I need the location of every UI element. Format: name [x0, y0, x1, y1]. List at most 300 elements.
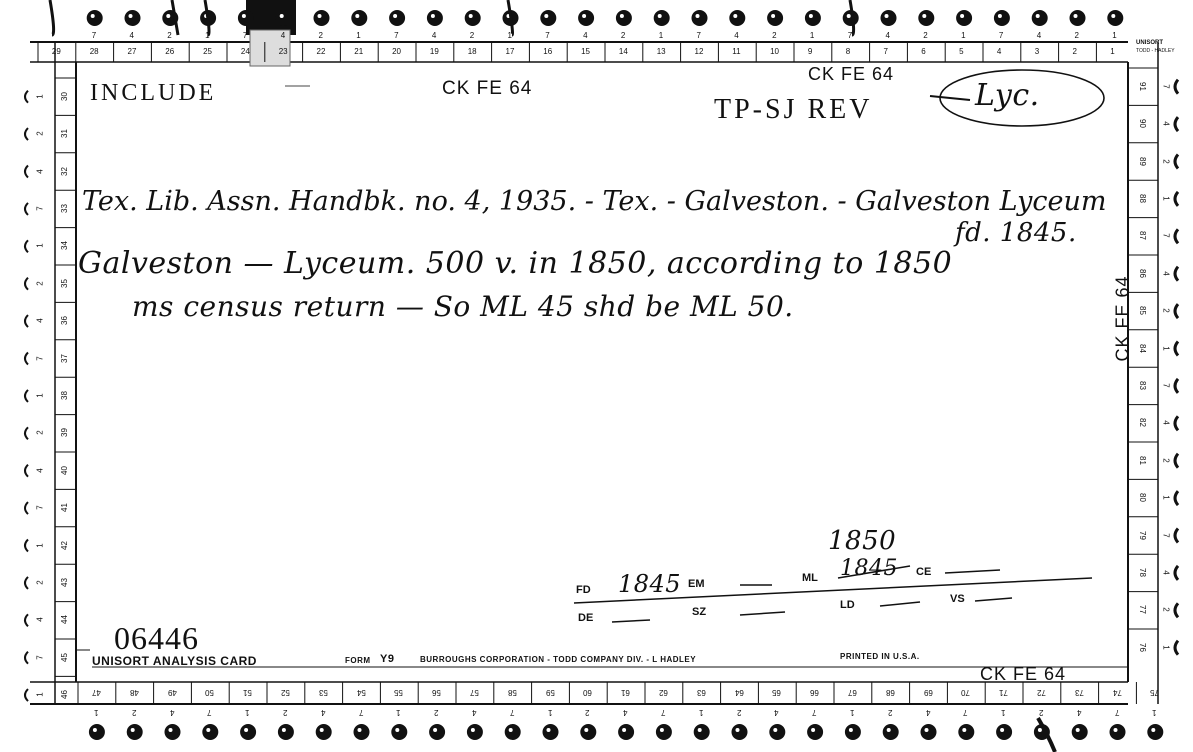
- right-row-number: 89: [1137, 156, 1147, 166]
- right-row-number: 84: [1137, 343, 1147, 353]
- top-column-number: 23: [278, 47, 288, 56]
- top-punch-hole-glint: [809, 14, 813, 18]
- top-punch-hole-glint: [166, 14, 170, 18]
- left-punch-edge: [25, 91, 28, 103]
- bottom-column-number: 52: [280, 688, 290, 697]
- bottom-punch-hole: [316, 724, 332, 740]
- bottom-code-digit: 4: [774, 708, 779, 717]
- bottom-punch-hole: [1034, 724, 1050, 740]
- top-column-number: 8: [845, 47, 851, 56]
- bottom-column-number: 59: [545, 688, 555, 697]
- bottom-punch-hole: [580, 724, 596, 740]
- bottom-punch-hole-glint: [320, 728, 324, 732]
- top-punch-hole: [805, 10, 821, 26]
- right-punch-edge: [1175, 603, 1178, 617]
- top-column-number: 15: [581, 47, 590, 56]
- bottom-column-number: 62: [658, 688, 668, 697]
- top-column-number: 12: [694, 47, 704, 56]
- bottom-punch-hole-glint: [1038, 728, 1042, 732]
- bottom-code-digit: 4: [471, 708, 477, 717]
- ld-blank: [880, 602, 920, 606]
- left-punch-edge: [25, 577, 28, 589]
- bottom-code-digit: 4: [320, 708, 326, 717]
- fd-label: FD: [576, 584, 591, 596]
- top-code-digit: 4: [885, 31, 890, 40]
- top-code-digit: 2: [318, 31, 323, 40]
- right-row-number: 81: [1137, 455, 1147, 465]
- right-code-digit: 1: [1161, 345, 1171, 351]
- bottom-code-digit: 1: [396, 708, 401, 717]
- ce-label: CE: [916, 566, 932, 578]
- top-code-digit: 1: [1112, 31, 1117, 40]
- top-punch-hole: [956, 10, 972, 26]
- right-punch-edge: [1175, 267, 1178, 281]
- bottom-punch-hole: [240, 724, 256, 740]
- top-column-number: 19: [429, 47, 439, 56]
- right-punch-edge: [1175, 491, 1178, 505]
- top-column-number: 4: [996, 47, 1002, 56]
- right-row-number: 90: [1137, 119, 1147, 129]
- bottom-column-number: 48: [129, 688, 139, 697]
- right-code-digit: 4: [1161, 570, 1171, 575]
- bottom-punch-hole-glint: [1000, 728, 1004, 732]
- right-row-number: 79: [1137, 530, 1147, 540]
- top-punch-hole-glint: [393, 14, 397, 18]
- bottom-column-number: 74: [1112, 688, 1122, 697]
- strike-through: [930, 96, 970, 100]
- bottom-code-digit: 2: [282, 708, 288, 717]
- left-code-digit: 7: [35, 206, 45, 211]
- bottom-column-number: 57: [469, 688, 479, 697]
- top-column-number: 11: [732, 47, 741, 56]
- bottom-code-digit: 1: [1152, 708, 1157, 717]
- left-punch-edge: [25, 540, 28, 552]
- bottom-punch-hole-glint: [169, 728, 173, 732]
- bottom-code-digit: 7: [963, 708, 968, 717]
- bottom-punch-hole-glint: [244, 728, 248, 732]
- bottom-code-digit: 7: [812, 708, 817, 717]
- bottom-punch-hole: [543, 724, 559, 740]
- bottom-punch-hole: [391, 724, 407, 740]
- card-number: 06446: [114, 620, 199, 656]
- left-code-digit: 7: [35, 355, 45, 361]
- top-punch-hole-glint: [998, 14, 1002, 18]
- right-row-number: 85: [1137, 306, 1147, 316]
- left-code-digit: 2: [35, 280, 45, 286]
- top-punch-hole-glint: [885, 14, 889, 18]
- left-code-digit: 4: [35, 168, 45, 174]
- top-code-digit: 2: [469, 31, 475, 40]
- bottom-punch-hole: [354, 724, 370, 740]
- right-row-number: 91: [1137, 81, 1147, 91]
- ce-blank: [945, 570, 1000, 573]
- left-row-number: 35: [59, 278, 69, 288]
- bottom-punch-hole-glint: [1114, 728, 1118, 732]
- bottom-punch-hole: [1110, 724, 1126, 740]
- bottom-column-number: 60: [583, 688, 593, 697]
- left-row-number: 40: [59, 465, 69, 475]
- left-row-number: 37: [59, 353, 69, 363]
- bottom-punch-hole: [618, 724, 634, 740]
- de-label: DE: [578, 612, 594, 624]
- top-code-digit: 2: [923, 31, 928, 40]
- top-column-number: 27: [127, 47, 137, 56]
- top-punch-hole: [87, 10, 103, 26]
- top-code-digit: 1: [658, 31, 664, 40]
- left-code-digit: 1: [35, 243, 45, 249]
- left-code-digit: 2: [35, 131, 45, 136]
- bottom-punch-hole-glint: [131, 728, 135, 732]
- bottom-column-number: 70: [961, 688, 971, 697]
- left-code-digit: 4: [35, 467, 45, 473]
- top-punch-hole-glint: [280, 14, 284, 18]
- circled-note: Lyc.: [975, 78, 1040, 113]
- top-punch-hole: [427, 10, 443, 26]
- right-punch-edge: [1175, 454, 1178, 468]
- top-code-digit: 4: [280, 31, 286, 40]
- bottom-dividers: [78, 682, 1136, 704]
- category-heading: TP-SJ REV: [714, 94, 873, 125]
- top-punch-hole: [276, 10, 292, 26]
- top-punch-hole-glint: [129, 14, 133, 18]
- top-column-number: 16: [543, 47, 553, 56]
- check-stamp-1: CK FE 64: [442, 78, 533, 99]
- top-punch-hole: [540, 10, 556, 26]
- top-column-number: 18: [467, 47, 477, 56]
- left-punch-edge: [25, 315, 28, 327]
- de-blank: [612, 620, 650, 622]
- include-label: INCLUDE: [90, 80, 217, 106]
- top-punch-hole: [389, 10, 405, 26]
- left-row-number: 46: [59, 690, 69, 700]
- top-punch-hole: [351, 10, 367, 26]
- top-punch-hole: [881, 10, 897, 26]
- bottom-punch-hole-glint: [849, 728, 853, 732]
- bottom-code-digit: 2: [1038, 708, 1044, 717]
- bottom-punch-hole: [505, 724, 521, 740]
- top-column-number: 29: [51, 47, 61, 56]
- bottom-column-number: 61: [621, 688, 630, 697]
- printed-in: PRINTED IN U.S.A.: [840, 652, 920, 661]
- bottom-punch-hole-glint: [584, 728, 588, 732]
- left-code-digit: 2: [35, 580, 45, 585]
- bottom-punch-hole: [89, 724, 105, 740]
- top-punch-hole-glint: [355, 14, 359, 18]
- top-punch-hole-glint: [582, 14, 586, 18]
- top-code-digit: 4: [431, 31, 437, 40]
- bottom-code-digit: 2: [736, 708, 741, 717]
- bottom-column-number: 56: [432, 688, 441, 697]
- right-punch-edge: [1175, 342, 1178, 356]
- bottom-punch-hole: [883, 724, 899, 740]
- bottom-code-digit: 1: [245, 708, 250, 717]
- top-code-digit: 1: [205, 31, 210, 40]
- bottom-column-number: 50: [205, 688, 215, 697]
- ld-label: LD: [840, 599, 855, 611]
- bottom-code-digit: 2: [585, 708, 590, 717]
- top-punch-hole-glint: [1036, 14, 1040, 18]
- right-row-number: 82: [1137, 418, 1147, 428]
- vs-label: VS: [950, 593, 965, 605]
- right-row-number: 87: [1137, 231, 1147, 241]
- top-punch-hole: [578, 10, 594, 26]
- right-code-digit: 2: [1161, 457, 1171, 463]
- left-row-number: 44: [59, 615, 69, 625]
- left-code-digit: 4: [35, 318, 45, 323]
- right-code-digit: 4: [1161, 121, 1171, 126]
- left-row-number: 38: [59, 390, 69, 400]
- top-punch-hole: [767, 10, 783, 26]
- bottom-punch-hole: [202, 724, 218, 740]
- bottom-column-number: 71: [999, 688, 1008, 697]
- bottom-column-number: 63: [696, 688, 706, 697]
- bottom-column-number: 67: [847, 688, 857, 697]
- right-row-number: 77: [1137, 605, 1147, 615]
- right-punch-edge: [1175, 379, 1178, 393]
- citation-line: Tex. Lib. Assn. Handbk. no. 4, 1935. - Tex. - Galveston. - Galveston Lyceum: [82, 186, 1107, 217]
- top-punch-hole-glint: [544, 14, 548, 18]
- bottom-code-digit: 1: [93, 708, 99, 717]
- bottom-punch-hole: [769, 724, 785, 740]
- right-punch-edge: [1175, 155, 1178, 169]
- bottom-punch-hole-glint: [887, 728, 891, 732]
- bottom-punch-hole-glint: [471, 728, 475, 732]
- top-code-digit: 7: [394, 31, 399, 40]
- bottom-code-digit: 2: [434, 708, 439, 717]
- bottom-column-number: 51: [243, 688, 252, 697]
- top-column-number: 17: [505, 47, 515, 56]
- bottom-column-number: 58: [507, 688, 517, 697]
- sz-label: SZ: [692, 606, 707, 618]
- top-punch-hole: [1107, 10, 1123, 26]
- left-code-digit: 7: [35, 505, 45, 510]
- top-notch-mark: [50, 0, 54, 35]
- top-punch-hole: [654, 10, 670, 26]
- bottom-column-number: 47: [91, 688, 101, 697]
- bottom-column-number: 54: [356, 688, 366, 697]
- bottom-punch-hole: [845, 724, 861, 740]
- bottom-punch-hole: [732, 724, 748, 740]
- top-punch-hole: [1070, 10, 1086, 26]
- top-punch-hole-glint: [771, 14, 775, 18]
- right-code-digit: 1: [1161, 644, 1171, 650]
- top-punch-hole-glint: [1111, 14, 1115, 18]
- bottom-code-digit: 4: [1076, 708, 1082, 717]
- top-column-number: 5: [959, 47, 964, 56]
- left-code-digit: 1: [35, 692, 45, 697]
- bottom-code-digit: 2: [887, 708, 893, 717]
- top-punch-hole-glint: [696, 14, 700, 18]
- top-punch-hole: [616, 10, 632, 26]
- bottom-code-digit: 4: [169, 708, 174, 717]
- bottom-column-number: 49: [167, 688, 177, 697]
- top-punch-hole: [314, 10, 330, 26]
- note-line-1: Galveston — Lyceum. 500 v. in 1850, according to 1850: [78, 246, 953, 281]
- left-row-number: 41: [59, 503, 69, 513]
- top-code-digit: 4: [129, 31, 134, 40]
- right-code-digit: 1: [1161, 196, 1171, 201]
- top-column-number: 25: [203, 47, 212, 56]
- citation-date: fd. 1845.: [955, 218, 1077, 248]
- bottom-punch-hole-glint: [509, 728, 513, 732]
- left-punch-edge: [25, 353, 28, 365]
- top-punch-hole-glint: [318, 14, 322, 18]
- bottom-punch-hole: [165, 724, 181, 740]
- top-punch-hole-glint: [1074, 14, 1078, 18]
- top-column-number: 2: [1072, 47, 1077, 56]
- bottom-punch-hole-glint: [773, 728, 777, 732]
- right-row-number: 83: [1137, 380, 1147, 390]
- bottom-code-digit: 1: [849, 708, 855, 717]
- bottom-punch-hole-glint: [395, 728, 399, 732]
- bottom-hole-row: [89, 724, 1163, 740]
- bottom-punch-hole: [694, 724, 710, 740]
- left-row-number: 31: [59, 129, 69, 139]
- left-punch-edge: [25, 689, 28, 701]
- left-code-digit: 4: [35, 617, 45, 623]
- right-row-number: 86: [1137, 268, 1147, 278]
- bottom-code-digit: 4: [623, 708, 628, 717]
- bottom-column-number: 69: [923, 688, 933, 697]
- right-punch-edge: [1175, 529, 1178, 543]
- bottom-punch-hole-glint: [622, 728, 626, 732]
- left-row-number: 43: [59, 577, 69, 587]
- fd-value: 1845: [618, 570, 682, 598]
- bottom-column-number: 55: [394, 688, 404, 697]
- top-column-number: 7: [883, 47, 888, 56]
- check-stamp-4: CK FE 64: [980, 664, 1067, 684]
- sz-blank: [740, 612, 785, 615]
- right-code-digit: 2: [1161, 158, 1171, 164]
- bottom-punch-hole-glint: [433, 728, 437, 732]
- left-row-number: 34: [59, 241, 69, 251]
- top-column-number: 21: [354, 47, 364, 56]
- left-code-digit: 1: [35, 393, 45, 398]
- bottom-column-number: 53: [318, 688, 328, 697]
- bottom-punch-hole-glint: [547, 728, 551, 732]
- bottom-punch-hole-glint: [1076, 728, 1080, 732]
- top-code-digit: 7: [998, 31, 1004, 40]
- bottom-punch-hole-glint: [660, 728, 664, 732]
- right-code-digit: 4: [1161, 270, 1171, 276]
- top-column-number: 22: [316, 47, 326, 56]
- form-code: Y9: [380, 653, 395, 665]
- top-punch-hole-glint: [242, 14, 246, 18]
- bottom-column-number: 72: [1036, 688, 1046, 697]
- left-row-number: 42: [59, 540, 69, 550]
- right-punch-edge: [1175, 229, 1178, 243]
- right-code-digit: 7: [1161, 532, 1171, 538]
- bottom-punch-hole: [958, 724, 974, 740]
- top-code-digit: 2: [620, 31, 626, 40]
- bottom-code-digit: 7: [358, 708, 363, 717]
- check-stamp-3: CK FE 64: [1112, 275, 1133, 362]
- top-column-number: 20: [392, 47, 401, 56]
- top-hole-row: [50, 0, 1123, 35]
- left-row-number: 45: [59, 652, 69, 662]
- top-punch-hole: [465, 10, 481, 26]
- top-punch-hole: [918, 10, 934, 26]
- bottom-code-digit: 2: [131, 708, 137, 717]
- ml-value-new: 1850: [828, 526, 897, 556]
- top-punch-hole: [125, 10, 141, 26]
- card-title: UNISORT ANALYSIS CARD: [92, 654, 257, 668]
- corner-brand-sub: TODD - HADLEY: [1136, 48, 1175, 54]
- top-punch-hole-glint: [620, 14, 624, 18]
- left-punch-edge: [25, 502, 28, 514]
- vs-blank: [975, 598, 1012, 601]
- bottom-punch-hole: [127, 724, 143, 740]
- right-punch-edge: [1175, 566, 1178, 580]
- corner-brand: UNISORT: [1136, 40, 1163, 46]
- top-column-number: 10: [770, 47, 779, 56]
- left-punch-edge: [25, 128, 28, 140]
- publisher-line: BURROUGHS CORPORATION - TODD COMPANY DIV. - L HADLEY: [420, 655, 697, 664]
- right-punch-edge: [1175, 416, 1178, 430]
- bottom-punch-hole: [467, 724, 483, 740]
- bottom-punch-hole: [278, 724, 294, 740]
- top-code-digit: 7: [545, 31, 550, 40]
- top-punch-hole: [994, 10, 1010, 26]
- top-punch-hole-glint: [469, 14, 473, 18]
- top-column-number: 13: [656, 47, 666, 56]
- left-punch-edge: [25, 203, 28, 215]
- bottom-punch-hole-glint: [206, 728, 210, 732]
- bottom-punch-hole-glint: [93, 728, 97, 732]
- right-hole-column: [1175, 80, 1178, 655]
- bottom-code-digit: 7: [660, 708, 666, 717]
- right-punch-edge: [1175, 192, 1178, 206]
- left-punch-edge: [25, 427, 28, 439]
- top-punch-hole-glint: [658, 14, 662, 18]
- left-hole-column: [25, 91, 28, 701]
- top-column-number: 3: [1034, 47, 1040, 56]
- bottom-punch-hole-glint: [358, 728, 362, 732]
- top-code-digit: 7: [242, 31, 248, 40]
- right-code-digit: 7: [1161, 383, 1171, 388]
- bottom-column-number: 68: [885, 688, 895, 697]
- bottom-code-digit: 4: [925, 708, 930, 717]
- bottom-punch-hole-glint: [698, 728, 702, 732]
- right-row-number: 78: [1137, 567, 1147, 577]
- right-punch-edge: [1175, 641, 1178, 655]
- left-code-digit: 2: [35, 430, 45, 436]
- right-punch-edge: [1175, 80, 1178, 94]
- top-punch-hole: [692, 10, 708, 26]
- bottom-column-number: 64: [734, 688, 744, 697]
- bottom-column-number: 73: [1074, 688, 1084, 697]
- left-row-number: 33: [59, 203, 69, 213]
- right-row-number: 88: [1137, 193, 1147, 203]
- top-punch-hole-glint: [91, 14, 95, 18]
- bottom-column-number: 66: [810, 688, 819, 697]
- bottom-punch-hole-glint: [1151, 728, 1155, 732]
- left-punch-edge: [25, 465, 28, 477]
- bottom-punch-hole: [1147, 724, 1163, 740]
- right-row-number: 80: [1137, 493, 1147, 503]
- bottom-code-digit: 1: [1001, 708, 1006, 717]
- top-code-digit: 2: [772, 31, 777, 40]
- top-code-digit: 1: [961, 31, 966, 40]
- top-code-digit: 7: [91, 31, 97, 40]
- top-column-number: 24: [240, 47, 250, 56]
- top-punch-hole: [729, 10, 745, 26]
- top-punch-hole-glint: [922, 14, 926, 18]
- form-label: FORM: [345, 656, 371, 665]
- right-code-digit: 7: [1161, 233, 1171, 239]
- top-code-digit: 4: [583, 31, 588, 40]
- bottom-column-number: 65: [772, 688, 782, 697]
